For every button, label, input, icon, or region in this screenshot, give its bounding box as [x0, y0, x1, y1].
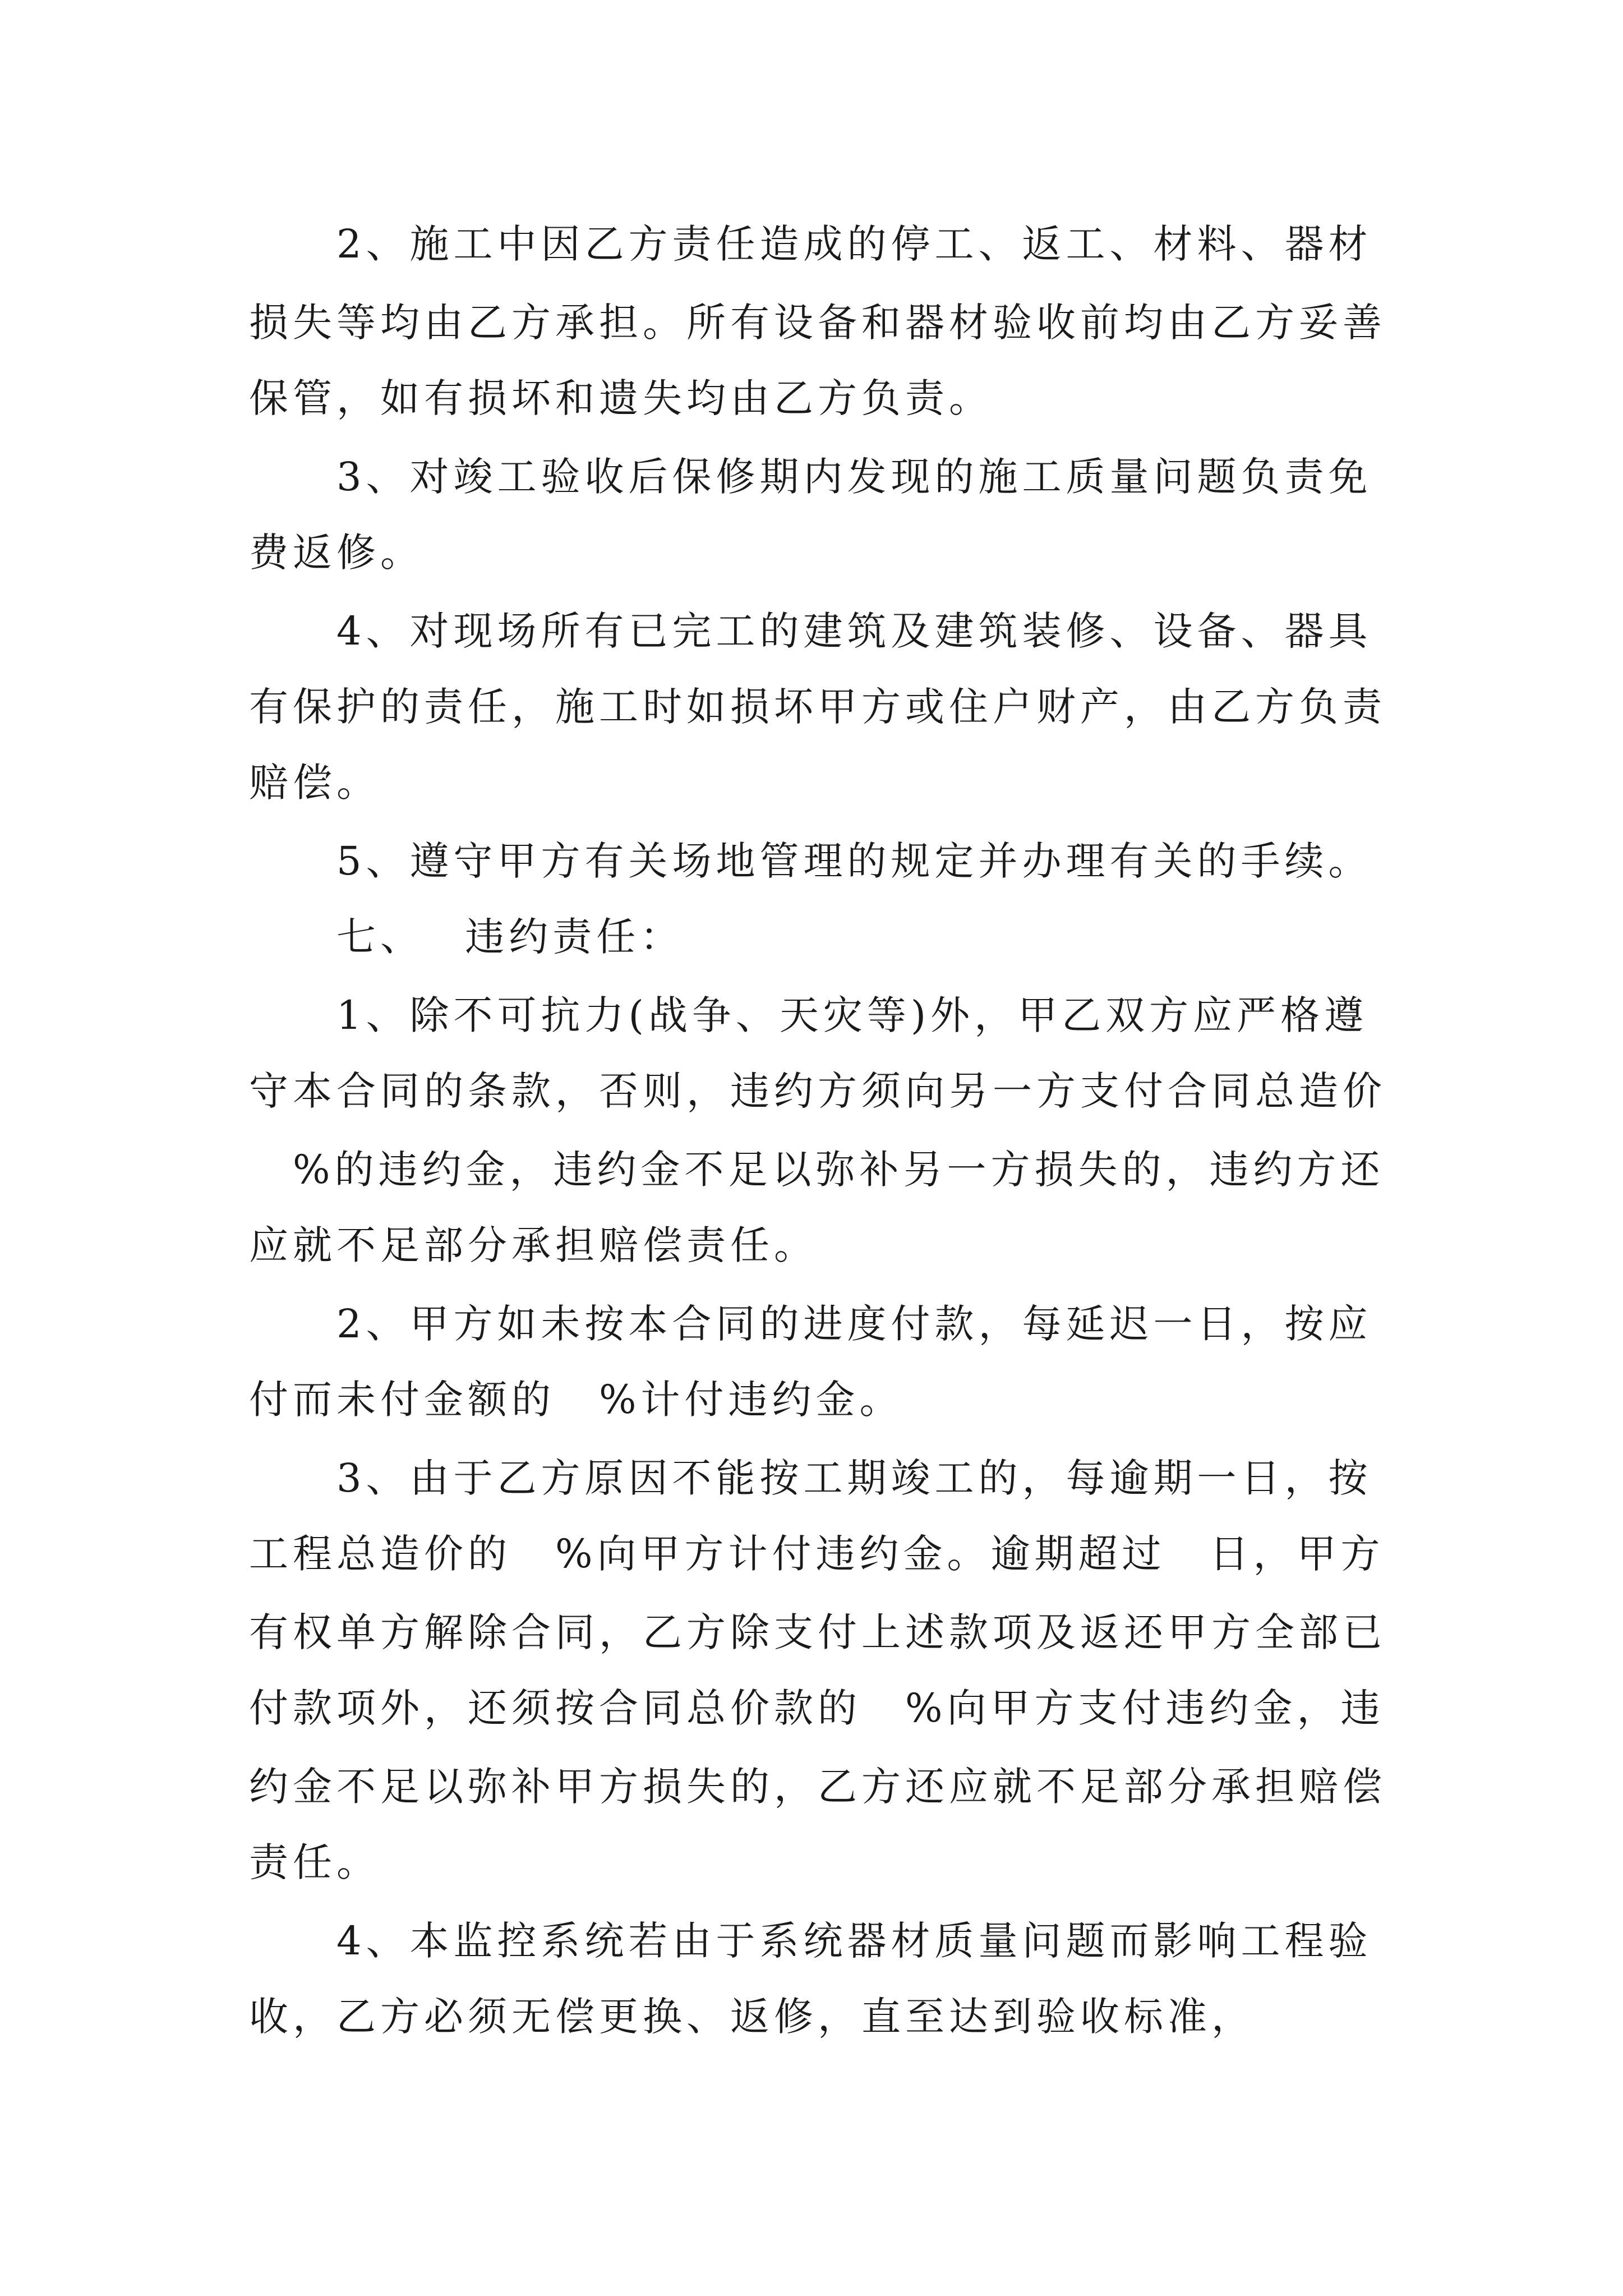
- text-line: 付而未付金额的 %计付违约金。: [249, 1377, 903, 1423]
- text-line: 约金不足以弥补甲方损失的，乙方还应就不足部分承担赔偿: [249, 1764, 1386, 1810]
- text-line: 3、对竣工验收后保修期内发现的施工质量问题负责免: [249, 454, 1372, 500]
- text-line: 工程总造价的 %向甲方计付违约金。逾期超过 日，甲方: [249, 1531, 1385, 1577]
- text-line: 赔偿。: [249, 760, 380, 806]
- text-line: 应就不足部分承担赔偿责任。: [249, 1222, 818, 1268]
- text-line: 损失等均由乙方承担。所有设备和器材验收前均由乙方妥善: [249, 300, 1386, 346]
- text-line: 守本合同的条款，否则，违约方须向另一方支付合同总造价: [249, 1068, 1386, 1114]
- text-line: 收，乙方必须无偿更换、返修，直至达到验收标准，: [249, 1994, 1255, 2040]
- text-line: 付款项外，还须按合同总价款的 %向甲方支付违约金，违: [249, 1685, 1385, 1731]
- text-line: 责任。: [249, 1839, 380, 1885]
- text-line: 有权单方解除合同，乙方除支付上述款项及返还甲方全部已: [249, 1609, 1386, 1655]
- text-line: 3、由于乙方原因不能按工期竣工的，每逾期一日，按: [249, 1455, 1372, 1501]
- text-line: 5、遵守甲方有关场地管理的规定并办理有关的手续。: [249, 838, 1372, 884]
- text-line: 费返修。: [249, 530, 424, 576]
- text-line: 保管，如有损坏和遗失均由乙方负责。: [249, 375, 993, 421]
- text-line: 4、本监控系统若由于系统器材质量问题而影响工程验: [249, 1918, 1372, 1964]
- text-line: 有保护的责任，施工时如损坏甲方或住户财产，由乙方负责: [249, 684, 1386, 730]
- text-line: 4、对现场所有已完工的建筑及建筑装修、设备、器具: [249, 608, 1372, 654]
- section-heading: 七、 违约责任：: [249, 914, 684, 960]
- text-line: %的违约金，违约金不足以弥补另一方损失的，违约方还: [249, 1147, 1385, 1193]
- text-line: 2、施工中因乙方责任造成的停工、返工、材料、器材: [249, 221, 1372, 267]
- text-line: 1、除不可抗力(战争、天灾等)外，甲乙双方应严格遵: [249, 992, 1368, 1038]
- text-line: 2、甲方如未按本合同的进度付款，每延迟一日，按应: [249, 1301, 1372, 1347]
